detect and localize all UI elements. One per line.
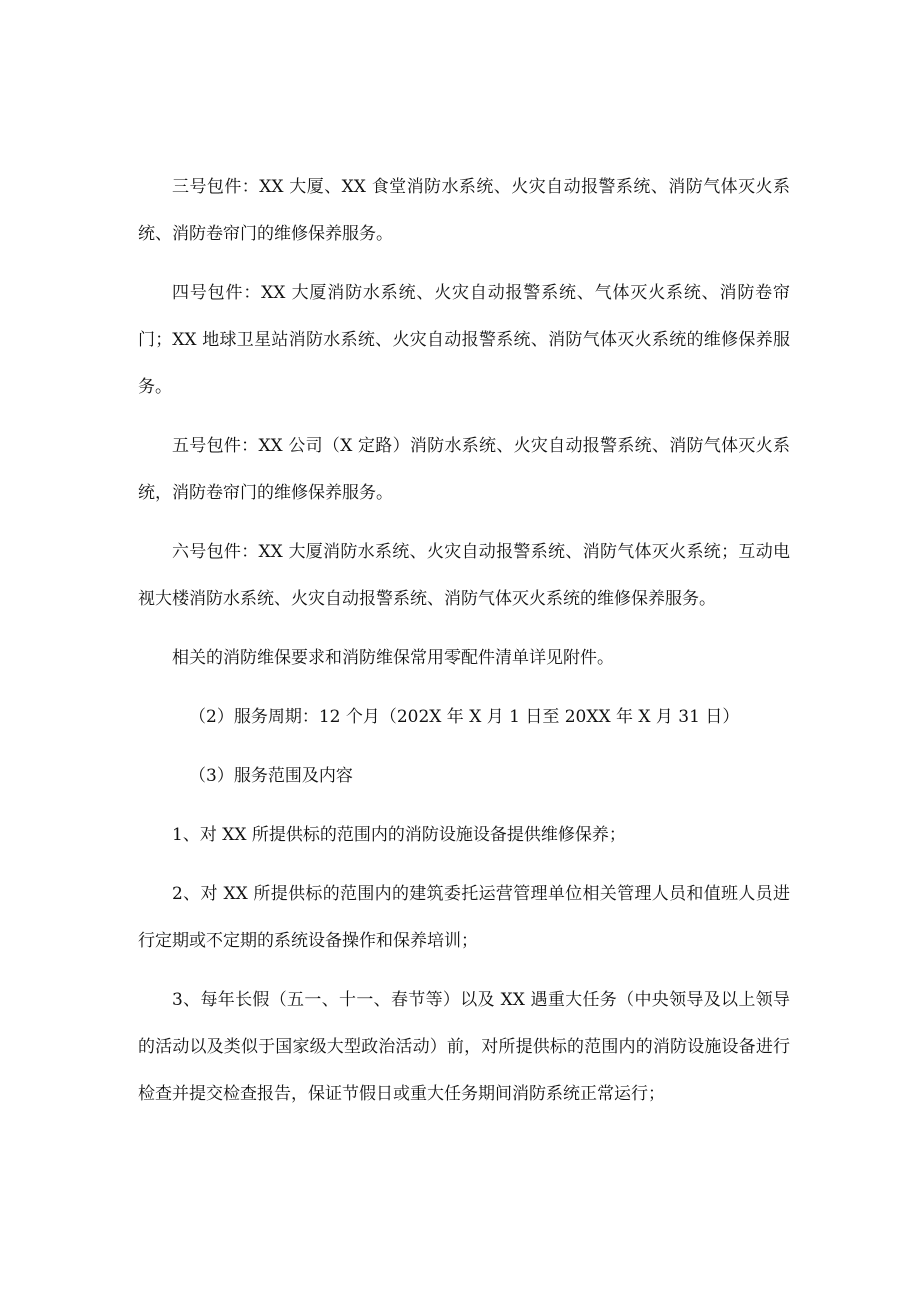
paragraph-attachment-note: 相关的消防维保要求和消防维保常用零配件清单详见附件。 — [172, 648, 614, 668]
document-body — [138, 164, 790, 1130]
paragraph-service-period: （2）服务周期：12 个月（202X 年 X 月 1 日至 20XX 年 X 月 31 日） — [189, 707, 740, 727]
paragraph-package-3: 三号包件：XX 大厦、XX 食堂消防水系统、火灾自动报警系统、消防气体灭火系统、消防卷帘门的维修保养服务。 — [138, 177, 790, 244]
paragraph-scope-item-3: 3、每年长假（五一、十一、春节等）以及 XX 遇重大任务（中央领导及以上领导的活动以及类似于国家级大型政治活动）前，对所提供标的范围内的消防设施设备进行检查并提交检查报告，保证节假日或重大任务期间消防系统正常运行； — [138, 990, 790, 1104]
heading-service-scope: （3）服务范围及内容 — [189, 766, 353, 786]
paragraph-package-6: 六号包件：XX 大厦消防水系统、火灾自动报警系统、消防气体灭火系统；互动电视大楼消防水系统、火灾自动报警系统、消防气体灭火系统的维修保养服务。 — [138, 542, 790, 609]
paragraph-package-5: 五号包件：XX 公司（X 定路）消防水系统、火灾自动报警系统、消防气体灭火系统，消防卷帘门的维修保养服务。 — [138, 436, 790, 503]
paragraph-scope-item-2: 2、对 XX 所提供标的范围内的建筑委托运营管理单位相关管理人员和值班人员进行定期或不定期的系统设备操作和保养培训； — [138, 884, 790, 951]
paragraph-package-4: 四号包件：XX 大厦消防水系统、火灾自动报警系统、气体灭火系统、消防卷帘门；XX 地球卫星站消防水系统、火灾自动报警系统、消防气体灭火系统的维修保养服务。 — [138, 283, 790, 397]
paragraph-scope-item-1: 1、对 XX 所提供标的范围内的消防设施设备提供维修保养； — [172, 825, 626, 845]
